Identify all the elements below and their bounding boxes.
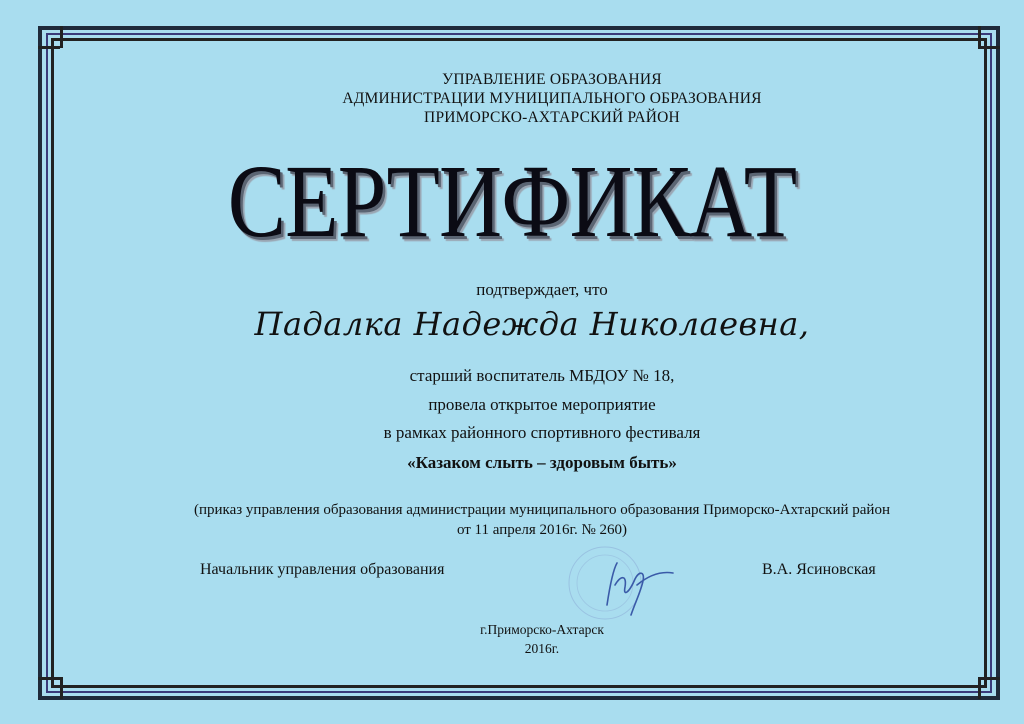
- place-and-date: [30, 620, 1024, 658]
- order-reference: [30, 500, 1024, 540]
- issuer-line-1: УПРАВЛЕНИЕ ОБРАЗОВАНИЯ: [442, 71, 662, 88]
- city-name: г.Приморско-Ахтарск: [480, 622, 604, 637]
- position-line: старший воспитатель МБДОУ № 18,: [409, 366, 675, 385]
- issuer-header: [40, 70, 1024, 127]
- order-line-1: (приказ управления образования администрации муниципального образования Приморско-Ахтарский район: [193, 502, 890, 518]
- certificate-title: СЕРТИФИКАТ: [227, 144, 797, 259]
- issuer-line-2: АДМИНИСТРАЦИИ МУНИЦИПАЛЬНОГО ОБРАЗОВАНИЯ: [342, 90, 762, 107]
- signatory-title: Начальник управления образования: [200, 561, 445, 578]
- corner-accent: [60, 26, 63, 48]
- corner-accent: [38, 677, 60, 680]
- festival-context-line: в рамках районного спортивного фестиваля: [383, 423, 701, 442]
- order-line-2: от 11 апреля 2016г. № 260): [456, 522, 628, 538]
- corner-accent: [60, 677, 63, 699]
- corner-accent: [978, 677, 981, 699]
- issuer-line-3: ПРИМОРСКО-АХТАРСКИЙ РАЙОН: [424, 109, 680, 126]
- issue-year: 2016г.: [524, 641, 560, 656]
- recipient-name: Падалка Надежда Николаевна,: [254, 305, 810, 343]
- signatory-name: В.А. Ясиновская: [762, 561, 876, 578]
- inner-border: [51, 38, 987, 688]
- event-line: провела открытое мероприятие: [428, 395, 656, 414]
- confirms-text: подтверждает, что: [476, 280, 608, 299]
- corner-accent: [978, 26, 981, 48]
- corner-accent: [38, 46, 60, 49]
- signature-and-seal: [565, 545, 715, 620]
- corner-accent: [978, 677, 1000, 680]
- corner-accent: [978, 46, 1000, 49]
- festival-name: «Казаком слыть – здоровым быть»: [407, 453, 677, 472]
